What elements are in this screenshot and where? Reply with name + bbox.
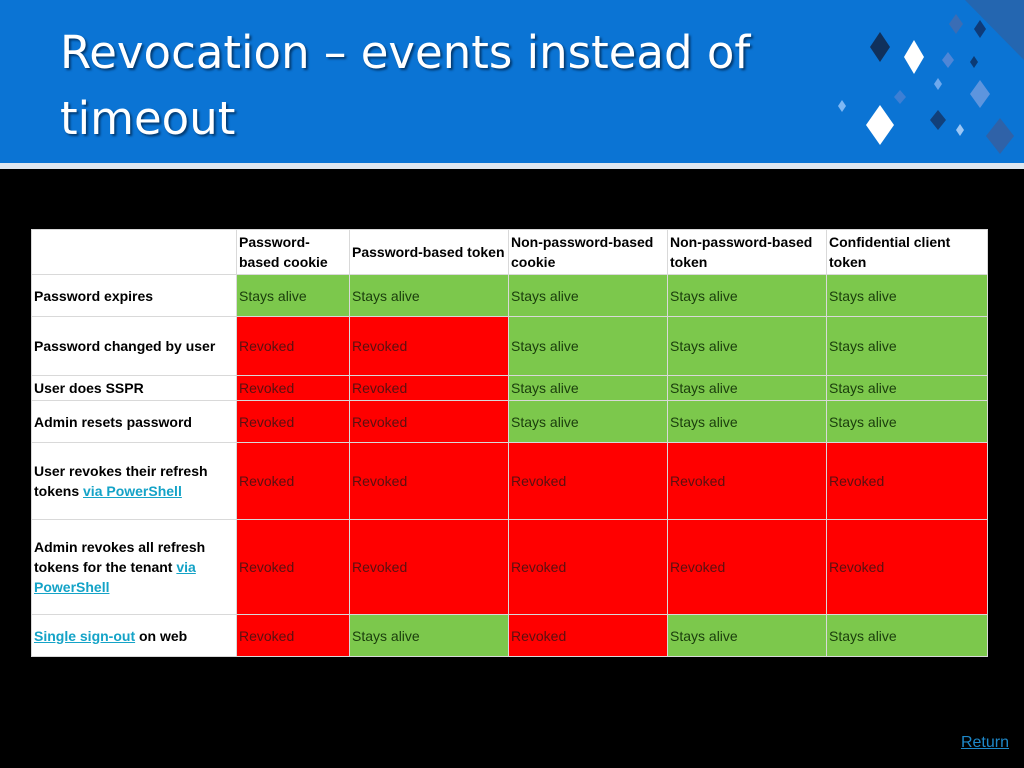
table-cell: Revoked xyxy=(350,520,509,615)
column-header: Non-password-based cookie xyxy=(509,230,668,275)
slide-title xyxy=(60,20,840,152)
table-cell: Stays alive xyxy=(827,401,988,443)
diamond-decoration-icon xyxy=(820,0,1024,163)
row-label: Password expires xyxy=(32,275,237,317)
table-row xyxy=(32,275,988,317)
row-label: Admin resets password xyxy=(32,401,237,443)
row-label-text: on web xyxy=(135,627,188,644)
header-row xyxy=(32,230,988,275)
table-cell: Stays alive xyxy=(668,615,827,657)
row-label xyxy=(32,520,237,615)
row-label: Password changed by user xyxy=(32,317,237,376)
table-cell: Revoked xyxy=(350,443,509,520)
column-header: Confidential client token xyxy=(827,230,988,275)
row-label xyxy=(32,443,237,520)
slide-title-line2: timeout xyxy=(60,92,236,145)
slide-header xyxy=(0,0,1024,163)
single-sign-out-link[interactable]: Single sign-out xyxy=(34,627,136,644)
table-cell: Stays alive xyxy=(509,376,668,401)
row-label: User does SSPR xyxy=(32,376,237,401)
table-cell: Revoked xyxy=(237,376,350,401)
table-row xyxy=(32,520,988,615)
table-cell: Stays alive xyxy=(827,275,988,317)
table-cell: Stays alive xyxy=(237,275,350,317)
table-row xyxy=(32,443,988,520)
header-divider xyxy=(0,163,1024,169)
table-cell: Revoked xyxy=(350,401,509,443)
table-cell: Stays alive xyxy=(509,275,668,317)
table-cell: Stays alive xyxy=(350,275,509,317)
corner-cell xyxy=(32,230,237,275)
table-cell: Revoked xyxy=(668,520,827,615)
table-cell: Revoked xyxy=(237,443,350,520)
table-cell: Revoked xyxy=(509,520,668,615)
table-cell: Stays alive xyxy=(827,376,988,401)
table-cell: Revoked xyxy=(237,401,350,443)
table-cell: Revoked xyxy=(237,520,350,615)
table-row xyxy=(32,317,988,376)
table-cell: Revoked xyxy=(237,615,350,657)
table-row xyxy=(32,376,988,401)
row-label-text: User revokes their refresh tokens xyxy=(34,463,208,499)
table-cell: Revoked xyxy=(509,615,668,657)
powershell-link[interactable]: via PowerShell xyxy=(34,559,196,595)
row-label-text: Admin revokes all refresh tokens for the tenant xyxy=(34,539,206,575)
table-cell: Revoked xyxy=(350,317,509,376)
table-cell: Revoked xyxy=(668,443,827,520)
table-cell: Revoked xyxy=(827,520,988,615)
table-cell: Stays alive xyxy=(827,615,988,657)
table-cell: Stays alive xyxy=(668,275,827,317)
table-cell: Stays alive xyxy=(668,401,827,443)
revocation-table xyxy=(31,229,988,657)
table-cell: Revoked xyxy=(350,376,509,401)
table-cell: Revoked xyxy=(509,443,668,520)
powershell-link[interactable]: via PowerShell xyxy=(83,483,182,499)
table-row xyxy=(32,615,988,657)
table-cell: Stays alive xyxy=(350,615,509,657)
table-cell: Revoked xyxy=(827,443,988,520)
return-link[interactable]: Return xyxy=(960,734,1009,751)
row-label xyxy=(32,615,237,657)
column-header: Password-based cookie xyxy=(237,230,350,275)
column-header: Password-based token xyxy=(350,230,509,275)
table-row xyxy=(32,401,988,443)
table-cell: Stays alive xyxy=(668,376,827,401)
table-cell: Stays alive xyxy=(509,317,668,376)
column-header: Non-password-based token xyxy=(668,230,827,275)
table-cell: Stays alive xyxy=(827,317,988,376)
table-cell: Stays alive xyxy=(509,401,668,443)
slide-title-line1: Revocation – events instead of xyxy=(60,26,751,79)
table-cell: Revoked xyxy=(237,317,350,376)
table-cell: Stays alive xyxy=(668,317,827,376)
